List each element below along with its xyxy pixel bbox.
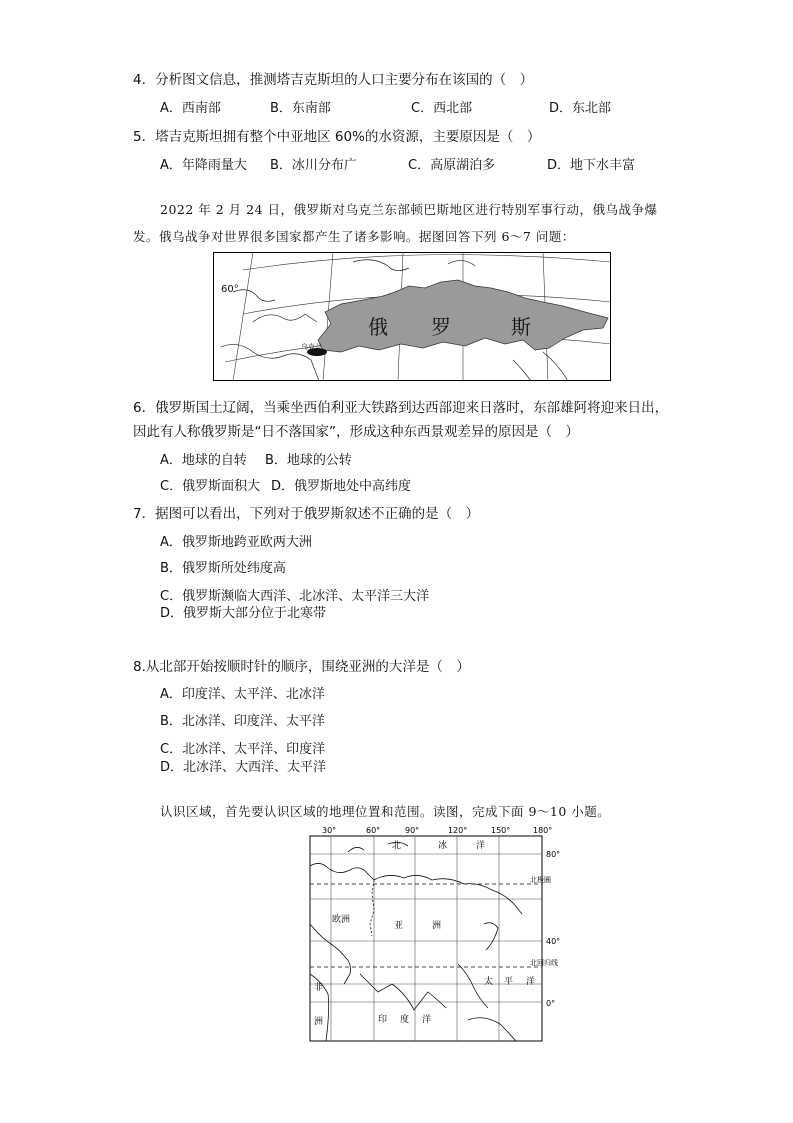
q5-option-d: D．地下水丰富 (547, 158, 636, 173)
lon-label-30: 30° (322, 826, 337, 835)
lat-label-40: 40° (546, 937, 561, 946)
q4-option-a: A．西南部 (160, 101, 221, 116)
russia-char-1: 俄 (368, 315, 388, 339)
q5-option-b: B．冰川分布广 (270, 158, 357, 173)
q8-option-a: A．印度洋、太平洋、北冰洋 (160, 687, 325, 702)
asia-char-1: 亚 (394, 921, 404, 931)
europe-label: 欧洲 (332, 915, 351, 925)
tropic-cancer-label: 北回归线 (530, 959, 558, 967)
q4-option-b: B．东南部 (270, 101, 331, 116)
pacific-char-3: 洋 (526, 977, 536, 987)
q7-option-b: B．俄罗斯所处纬度高 (160, 561, 286, 576)
pacific-char-1: 太 (484, 977, 494, 987)
north-ocean-char-2: 冰 (438, 841, 448, 851)
lon-label-150: 150° (491, 826, 511, 835)
q5-option-c: C．高原湖泊多 (408, 158, 496, 173)
lat-label-80: 80° (546, 850, 561, 859)
q7-option-d: D．俄罗斯大部分位于北寒带 (160, 606, 327, 621)
intro1-line1: 2022 年 2 月 24 日，俄罗斯对乌克兰东部顿巴斯地区进行特别军事行动，俄乌战争爆 (160, 202, 658, 217)
indian-char-2: 度 (400, 1015, 410, 1025)
intro1-line2: 发。俄乌战争对世界很多国家都产生了诸多影响。据图回答下列 6～7 问题： (133, 229, 575, 244)
q6-stem-line2: 因此有人称俄罗斯是“日不落国家”，形成这种东西景观差异的原因是（ ） (133, 424, 579, 440)
indian-char-1: 印 (378, 1015, 388, 1025)
africa-char-2: 洲 (314, 1017, 324, 1027)
q6-option-c: C．俄罗斯面积大 (160, 479, 261, 494)
q5-option-a: A．年降雨量大 (160, 158, 247, 173)
q7-option-c: C．俄罗斯濒临大西洋、北冰洋、太平洋三大洋 (160, 589, 430, 604)
q6-option-a: A．地球的自转 (160, 453, 247, 468)
russia-char-2: 罗 (431, 315, 451, 339)
lon-label-120: 120° (448, 826, 468, 835)
russia-map (213, 252, 611, 381)
q4-option-d: D．东北部 (549, 101, 612, 116)
indian-char-3: 洋 (422, 1015, 432, 1025)
lon-label-180: 180° (533, 826, 553, 835)
q7-option-a: A．俄罗斯地跨亚欧两大洲 (160, 535, 312, 550)
africa-char-1: 非 (314, 983, 324, 993)
russia-char-3: 斯 (511, 315, 531, 339)
map1-lat-60: 60° (221, 284, 239, 295)
q8-option-c: C．北冰洋、太平洋、印度洋 (160, 742, 326, 757)
q8-option-d: D．北冰洋、大西洋、太平洋 (160, 760, 327, 775)
arctic-circle-label: 北极圈 (530, 876, 551, 884)
lon-label-60: 60° (366, 826, 381, 835)
q5-stem: 5．塔吉克斯坦拥有整个中亚地区 60%的水资源，主要原因是（ ） (133, 129, 541, 145)
q4-stem: 4．分析图文信息，推测塔吉克斯坦的人口主要分布在该国的（ ） (133, 72, 534, 88)
asia-map (308, 824, 576, 1042)
north-ocean-char-3: 洋 (476, 841, 486, 851)
asia-char-2: 洲 (432, 921, 442, 931)
q6-stem-line1: 6．俄罗斯国土辽阔，当乘坐西伯利亚大铁路到达西部迎来日落时，东部雄阿将迎来日出， (133, 400, 669, 416)
lon-label-90: 90° (405, 826, 420, 835)
q6-option-b: B．地球的公转 (265, 453, 352, 468)
q8-stem: 8.从北部开始按顺时针的顺序，围绕亚洲的大洋是（ ） (133, 659, 470, 675)
q8-option-b: B．北冰洋、印度洋、太平洋 (160, 714, 325, 729)
q7-stem: 7．据图可以看出，下列对于俄罗斯叙述不正确的是（ ） (133, 506, 480, 522)
intro2-line: 认识区域，首先要认识区域的地理位置和范围。读图，完成下面 9～10 小题。 (160, 804, 611, 819)
q6-option-d: D．俄罗斯地处中高纬度 (271, 479, 412, 494)
north-ocean-char-1: 北 (392, 841, 402, 851)
q4-option-c: C．西北部 (411, 101, 473, 116)
pacific-char-2: 平 (504, 977, 514, 987)
lat-label-0: 0° (546, 999, 556, 1008)
ukraine-label: 乌克兰 (301, 343, 322, 351)
